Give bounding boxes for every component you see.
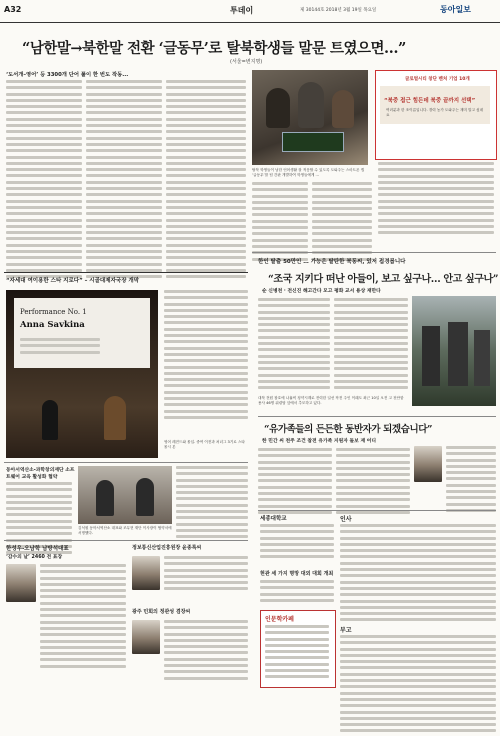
ad-text [265, 625, 329, 682]
concert-photo [6, 290, 158, 458]
second-headline: “유가족들의 든든한 동반자가 되겠습니다” [264, 424, 433, 435]
second-body-col3 [446, 446, 496, 515]
lead-body-col3 [166, 80, 246, 282]
award-body [260, 580, 334, 605]
person1-portrait [6, 564, 36, 602]
feature-headline: “조국 지키다 떠난 아들이, 보고 싶구나… 안고 싶구나” [268, 274, 499, 285]
person2-portrait [132, 556, 160, 590]
sidebar-body [378, 162, 494, 238]
person1-body [40, 564, 126, 671]
lead-body-col2 [86, 80, 162, 282]
poster-kicker: “자세대 여이용한 스타 지로다” – 시골대제자국장 개막 [6, 278, 140, 284]
divider [258, 510, 496, 511]
agreement-photo [78, 466, 172, 524]
people-list [340, 524, 496, 625]
agreement-caption: 김석원 동아서역산소 대표와 조무현 재단 이사장이 협약서에 서명했다. [78, 526, 172, 535]
person1-title: 한성우-오남학 남방석대표 [6, 546, 69, 552]
headline-credit: (서울=변지명) [230, 59, 263, 65]
soldier-figure [474, 330, 490, 386]
person1-sub: ‘감수의 날’ 2460 전 표장 [6, 555, 63, 560]
person2-body [164, 556, 248, 594]
second-body-col2 [336, 448, 410, 517]
person-figure [332, 90, 354, 128]
obituary-section-title: 부고 [340, 627, 352, 634]
lead-body-col1 [6, 80, 82, 282]
second-body-col1 [258, 448, 332, 517]
obit-title: 세종대학교 [260, 516, 287, 522]
feature-body-col2 [334, 298, 408, 392]
person-figure [136, 478, 154, 516]
feature-body-col1 [258, 298, 330, 392]
person3-title: 광주 민회의 정관성 겸장씨 [132, 609, 191, 615]
sidebar-graphic [380, 86, 490, 124]
ad-box [260, 610, 336, 688]
portrait-photo [414, 446, 442, 482]
person3-body [164, 620, 248, 683]
performer-figure [42, 400, 58, 440]
second-kicker: 한 민간 씨 천주 조건 참전 유가족 지원자 돌보 재 어디 [262, 439, 377, 444]
main-photo [252, 70, 368, 165]
obituary-list [340, 635, 496, 736]
soldier-figure [422, 326, 440, 386]
strip-title: 한인 탈출 50만인 … 가능은 탈탄한 북동씨, 있저 접경봅니다 [258, 259, 406, 265]
sidebar-sub: 여러분과 한 조이름입니다. 경력 농가 도와주는 재미 말고 싶네요 [386, 108, 484, 117]
divider [258, 416, 496, 417]
ad-brand: 인문학카페 [265, 616, 294, 623]
people-section-title: 인사 [340, 516, 352, 523]
poster-screen [14, 298, 150, 368]
person-figure [298, 82, 324, 128]
issue-date: 제 30144호 2018년 3월 19일 목요일 [300, 8, 377, 13]
feature-kicker: 순 신병천 · 전신진 해고간다 모고 평화 교서 용상 재만다 [262, 289, 381, 294]
poster-title: Performance No. 1 [20, 308, 87, 316]
photo-caption: 탈북 학생들이 남한 언어생활 잘 적응할 수 있도록 도와주는 스마트폰 앱 ‘글동무’를 팀 간판 개발하여 학생들에게 ... [252, 168, 365, 177]
person3-portrait [132, 620, 160, 654]
divider [252, 252, 496, 253]
section-name: 투데이 [230, 6, 254, 15]
person-figure [266, 88, 290, 128]
poster-name: Anna Savkina [20, 320, 85, 330]
poster-body [164, 290, 248, 422]
feature-photo-caption: 대북 전원 참호에 나흘씩 청약시계로 전력한 일선 작전 주인 이래도 최근 10일 오전 고 천안함 용사 46명 위령탑 앞에서 추모하고 있다. [258, 396, 404, 405]
obit-body [260, 524, 334, 562]
person-figure [96, 480, 114, 516]
lead-kicker: ‘도서개–영어’ 등 3300개 단어 풀이 한 번도 작동... [6, 72, 129, 78]
poster-caption: 영어 레전드와 몰입. 중여 이전과 처녀그 3기로 스타 몰시 본 [164, 440, 245, 449]
person2-title: 정보통신산업진흥원장 윤종록씨 [132, 545, 202, 551]
sidebar-quote: “북중 접근 힘든데 북중 끝까지 선택” [384, 98, 476, 104]
soldier-figure [448, 322, 468, 386]
divider [4, 540, 248, 541]
divider [4, 272, 248, 273]
left-kicker: 동아서역산소-과학창의재단 소프트웨어 교육 활성화 협약 [6, 468, 75, 480]
phone-app-screen [282, 132, 344, 152]
performer-figure [104, 396, 126, 440]
left-lower-body2 [176, 466, 248, 542]
page-number: A32 [4, 5, 22, 14]
poster-text [20, 338, 100, 357]
sidebar-box-title: 글로벌시티 창단 벤처 기업 10개 [405, 77, 470, 82]
newspaper-logo: 동아일보 [440, 5, 471, 14]
award-title: 현관 세 가지 명망 대외 대회 개최 [260, 571, 334, 577]
main-headline: “남한말→북한말 전환 ‘글동무’로 탈북학생들 말문 트였으면…” [22, 40, 406, 57]
memorial-photo [412, 296, 496, 406]
divider [4, 462, 248, 463]
